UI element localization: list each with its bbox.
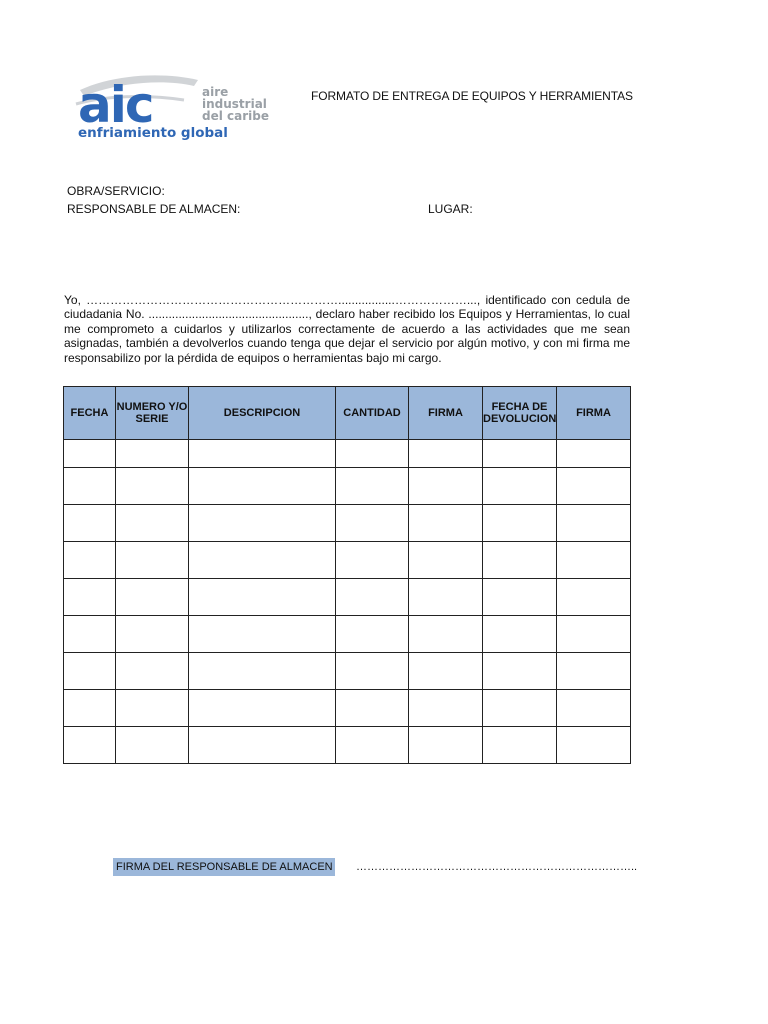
table-cell — [483, 440, 557, 468]
table-cell — [557, 542, 631, 579]
table-cell — [557, 616, 631, 653]
table-cell — [557, 440, 631, 468]
table-cell — [557, 468, 631, 505]
table-cell — [64, 616, 116, 653]
document-title: FORMATO DE ENTREGA DE EQUIPOS Y HERRAMIENTAS — [311, 89, 633, 103]
table-row — [64, 440, 631, 468]
table-row — [64, 690, 631, 727]
table-cell — [483, 505, 557, 542]
table-cell — [116, 542, 189, 579]
table-row — [64, 727, 631, 764]
table-cell — [116, 653, 189, 690]
header-fecha-devolucion: FECHA DE DEVOLUCION — [483, 387, 557, 440]
obra-servicio-label: OBRA/SERVICIO: — [67, 184, 165, 198]
table-cell — [116, 468, 189, 505]
table-cell — [336, 653, 409, 690]
table-cell — [336, 690, 409, 727]
signature-label: FIRMA DEL RESPONSABLE DE ALMACEN — [113, 858, 335, 876]
table-cell — [409, 440, 483, 468]
table-cell — [64, 690, 116, 727]
table-row — [64, 505, 631, 542]
table-cell — [189, 579, 336, 616]
header-numero-serie: NUMERO Y/O SERIE — [116, 387, 189, 440]
table-cell — [483, 468, 557, 505]
table-cell — [64, 468, 116, 505]
table-cell — [116, 440, 189, 468]
table-cell — [336, 440, 409, 468]
table-cell — [116, 616, 189, 653]
table-cell — [189, 727, 336, 764]
header-descripcion: DESCRIPCION — [189, 387, 336, 440]
company-logo — [74, 70, 288, 142]
table-cell — [557, 727, 631, 764]
table-cell — [64, 440, 116, 468]
table-row — [64, 653, 631, 690]
table-cell — [189, 690, 336, 727]
table-cell — [409, 616, 483, 653]
table-cell — [336, 579, 409, 616]
table-cell — [64, 653, 116, 690]
logo-line-3: del caribe — [202, 109, 269, 123]
table-row — [64, 616, 631, 653]
table-cell — [336, 727, 409, 764]
table-row — [64, 579, 631, 616]
logo-line-1: aire — [202, 85, 229, 99]
table-cell — [483, 690, 557, 727]
table-cell — [64, 542, 116, 579]
responsable-almacen-label: RESPONSABLE DE ALMACEN: — [67, 202, 241, 216]
table-cell — [557, 653, 631, 690]
table-cell — [189, 542, 336, 579]
header-fecha: FECHA — [64, 387, 116, 440]
logo-line-2: industrial — [202, 97, 267, 111]
lugar-label: LUGAR: — [428, 202, 473, 216]
aic-logo-graphic — [74, 70, 288, 142]
logo-tagline: enfriamiento global — [78, 125, 228, 141]
table-cell — [189, 440, 336, 468]
equipment-table — [63, 386, 631, 764]
signature-line: ………………………………………………………………….. — [356, 861, 638, 873]
table-cell — [483, 653, 557, 690]
table-cell — [409, 653, 483, 690]
table-cell — [409, 727, 483, 764]
declaration-paragraph: Yo, ……………………………………………………….................………………..., identificado con cedula de ciudadania No. ................................................, declaro haber recibido los Equipos y Herramientas, lo cual me comprometo a cuidarlos y utilizarlos correctamente de acuerdo a las actividades que me sean asignadas, también a devolverlos cuando tenga que dejar el servicio por algún motivo, y con mi firma me responsabilizo por la pérdida de equipos o herramientas bajo mi cargo. — [64, 293, 630, 365]
table-cell — [483, 616, 557, 653]
table-cell — [116, 727, 189, 764]
table-cell — [116, 579, 189, 616]
table-row — [64, 468, 631, 505]
header-firma: FIRMA — [409, 387, 483, 440]
table-cell — [116, 505, 189, 542]
table-cell — [483, 727, 557, 764]
table-cell — [64, 727, 116, 764]
table-cell — [189, 653, 336, 690]
table-cell — [336, 468, 409, 505]
table-cell — [336, 616, 409, 653]
table-cell — [557, 505, 631, 542]
table-cell — [116, 690, 189, 727]
table-cell — [64, 579, 116, 616]
table-cell — [409, 690, 483, 727]
logo-letters: aic — [78, 76, 153, 134]
table-cell — [409, 468, 483, 505]
table-cell — [336, 505, 409, 542]
table-cell — [483, 542, 557, 579]
table-cell — [483, 579, 557, 616]
table-cell — [409, 542, 483, 579]
table-cell — [336, 542, 409, 579]
table-header-row — [64, 387, 631, 440]
table-cell — [557, 579, 631, 616]
header-firma-devolucion: FIRMA — [557, 387, 631, 440]
table-cell — [557, 690, 631, 727]
header-cantidad: CANTIDAD — [336, 387, 409, 440]
table-cell — [189, 616, 336, 653]
table-cell — [189, 468, 336, 505]
table-cell — [409, 579, 483, 616]
table-cell — [189, 505, 336, 542]
table-cell — [64, 505, 116, 542]
table-cell — [409, 505, 483, 542]
table-row — [64, 542, 631, 579]
